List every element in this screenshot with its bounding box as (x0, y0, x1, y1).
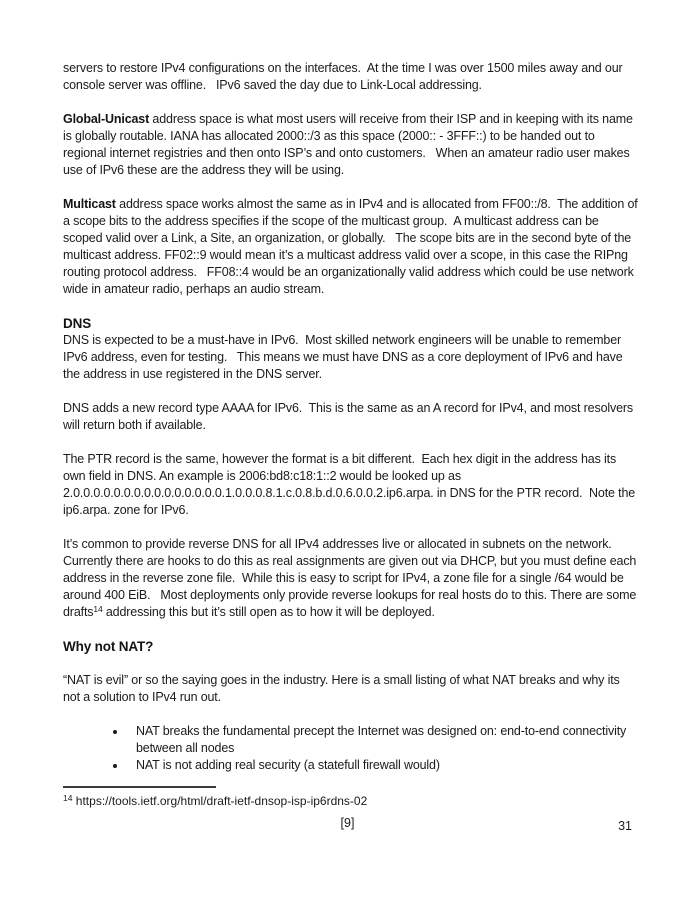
paragraph-text: “NAT is evil” or so the saying goes in the industry. Here is a small listing of what NAT breaks and why its not a solution to IPv4 run out. (63, 673, 623, 704)
footnote-area (63, 786, 639, 809)
paragraph-dns-musthave (63, 332, 639, 383)
page-body-text (63, 60, 639, 774)
paragraph-ptr-record (63, 451, 639, 519)
page-number-corner: 31 (618, 819, 632, 833)
paragraph-aaaa-record (63, 400, 639, 434)
section-heading-why-not-nat: Why not NAT? (63, 639, 154, 654)
paragraph-global-unicast (63, 111, 639, 179)
list-item: • NAT is not adding real security (a statefull firewall would) (127, 757, 639, 774)
footnote-separator-rule (63, 786, 216, 788)
paragraph-text: addressing this but it’s still open as to how it will be deployed. (102, 605, 435, 619)
footnote-number: 14 (63, 793, 73, 803)
paragraph-nat-is-evil (63, 672, 639, 706)
page-footer (0, 816, 695, 836)
paragraph-text: servers to restore IPv4 configurations on the interfaces. At the time I was over 1500 miles away and our console server was offline. IPv6 saved the day due to Link-Local addressing. (63, 61, 626, 92)
bold-lead-multicast: Multicast (63, 197, 116, 211)
paragraph-reverse-dns (63, 536, 639, 621)
nat-breaks-bullet-list (63, 723, 639, 774)
page-number-bracketed: [9] (340, 816, 355, 830)
paragraph-text: DNS adds a new record type AAAA for IPv6. This is the same as an A record for IPv4, and most resolvers will return both if available. (63, 401, 637, 432)
paragraph-text: It’s common to provide reverse DNS for all IPv4 addresses live or allocated in subnets on the network. Currently there are hooks to do this as real assignments are given out via DHCP, but you must define each address in the reverse zone file. While this is easy to script for IPv4, a zone file for a single /64 would be around 400 EiB. Most deployments only provide reverse lookups for real hosts do to this. There are some drafts (63, 537, 640, 619)
paragraph-link-local (63, 60, 639, 94)
paragraph-text: DNS is expected to be a must-have in IPv6. Most skilled network engineers will be unable to remember IPv6 address, even for testing. This means we must have DNS as a core deployment of IPv6 and have the address in use registered in the DNS server. (63, 333, 626, 381)
footnote-url-text: https://tools.ietf.org/html/draft-ietf-dnsop-isp-ip6rdns-02 (72, 794, 368, 808)
paragraph-text: The PTR record is the same, however the format is a bit different. Each hex digit in the address has its own field in DNS. An example is 2006:bd8:c18:1::2 would be looked up as 2.0.0.0.0.0.0.0.0.0.0.0.0.0.0.0.1.0.0.0.8.1.c.0.8.b.d.0.6.0.0.2.ip6.arpa. in DNS for the PTR record. Note the ip6.arpa. zone for IPv6. (63, 452, 639, 517)
footnote (63, 793, 639, 809)
bold-lead-global-unicast: Global-Unicast (63, 112, 150, 126)
paragraph-text: address space is what most users will receive from their ISP and in keeping with its name is globally routable. IANA has allocated 2000::/3 as this space (2000:: - 3FFF::) to be handed out to regional internet registries and then onto ISP’s and onto customers. When an amateur radio user makes use of IPv6 these are the address they will be using. (63, 112, 637, 177)
paragraph-text: address space works almost the same as in IPv4 and is allocated from FF00::/8. The addition of a scope bits to the address specifies if the scope of the multicast group. A multicast address can be scoped valid over a Link, a Site, an organization, or globally. The scope bits are in the second byte of the multicast address. FF02::9 would mean it’s a multicast address valid over a scope, in this case the RIPng routing protocol address. FF08::4 would be an organizationally valid address which could be use network wide in amateur radio, perhaps an audio stream. (63, 197, 641, 296)
footnote-reference-14: 14 (93, 604, 103, 614)
paragraph-multicast (63, 196, 639, 298)
section-heading-dns: DNS (63, 316, 92, 331)
list-item: • NAT breaks the fundamental precept the Internet was designed on: end-to-end connectivity between all nodes (127, 723, 639, 757)
